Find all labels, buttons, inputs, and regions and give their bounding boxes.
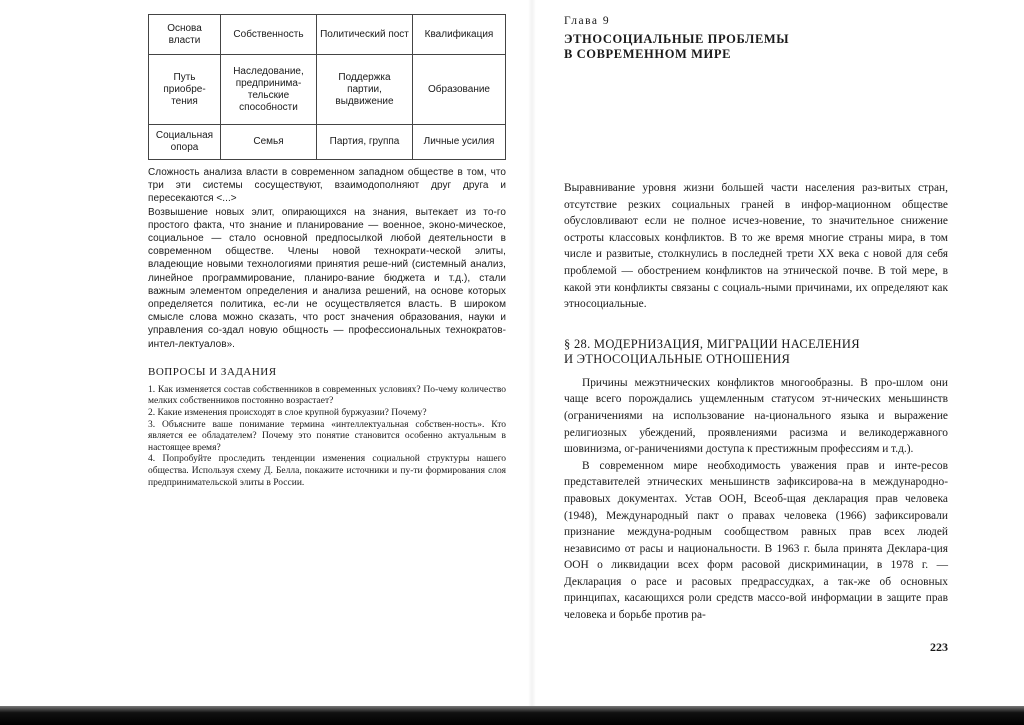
paragraph: Возвышение новых элит, опирающихся на знания, вытекает из то-го простого факта, что знание и планирование — военное, эконо-мическое, социальное — стало основной предпосылкой любой деятельности в современном обществе. Члены новой технократи-ческой элиты, владеющие новыми технологиями принятия реше-ний (системный анализ, линейное программирование, планиро-вание бюджета и т.д.), стали важным элементом определения и анализа решений, на основе которых определяется политика, ес-ли не осуществляется власть. В широком смысле слова можно сказать, что рост значения образования, науки и управления со-здал новую общность — профессиональных технократов-интел-лектуалов». <box>148 206 506 350</box>
scheme-cell: Партия, группа <box>316 124 412 160</box>
questions-heading: ВОПРОСЫ И ЗАДАНИЯ <box>148 365 277 378</box>
question-item: 3. Объясните ваше понимание термина «интеллектуальная собствен-ность». Кто является ее обладателем? Почему это понятие становится особенно актуальным в настоящее время? <box>148 419 506 453</box>
section-title-line: И ЭТНОСОЦИАЛЬНЫЕ ОТНОШЕНИЯ <box>564 351 791 366</box>
power-scheme-table <box>148 14 506 160</box>
chapter-label: Глава 9 <box>564 15 611 27</box>
page-number: 223 <box>930 640 948 654</box>
right-page <box>564 14 948 654</box>
scheme-cell: Путь приобре-тения <box>148 54 220 124</box>
chapter-title-line: ЭТНОСОЦИАЛЬНЫЕ ПРОБЛЕМЫ <box>564 32 790 46</box>
scheme-cell: Политический пост <box>316 14 412 54</box>
scheme-cell: Социальная опора <box>148 124 220 160</box>
scheme-cell: Образование <box>412 54 506 124</box>
scheme-cell: Поддержка партии, выдвижение <box>316 54 412 124</box>
scheme-cell: Квалификация <box>412 14 506 54</box>
scheme-cell: Личные усилия <box>412 124 506 160</box>
section-body <box>564 375 948 624</box>
scheme-cell: Основа власти <box>148 14 220 54</box>
paragraph: В современном мире необходимость уважения прав и инте-ресов представителей этнических меньшинств зафиксирова-на в международно-правовых документах. Устав ООН, Всеоб-щая декларация прав человека (1948), Международный пакт о правах человека (1966) зафиксировали признание междуна-родным сообществом равных прав всех людей независимо от расы и национальности. В 1963 г. была принята Деклара-ция ООН о ликвидации всех форм расовой дискриминации, в 1978 г. — Декларация о расе и расовых предрассудках, а так-же об основных принципах, касающихся роли средств массо-вой информации в защите прав человека и борьбе против ра- <box>564 459 948 622</box>
paragraph: Выравнивание уровня жизни большей части населения раз-витых стран, отсутствие резких социальных граней в инфор-мационном обществе обусловливают если не полное исчез-новение, то значительное снижение остроты классовых конфликтов. В то же время многие страны мира, в том числе и развитые, столкнулись в последней трети XX века с новой для себя проблемой — обострением конфликтов на этнической почве. В той мере, в какой эти конфликты связаны с социаль-ными причинами, их определяют как этносоциальные. <box>564 182 948 311</box>
paragraph: Сложность анализа власти в современном западном обществе в том, что три эти системы сосуществуют, взаимодополняют друг друга и пересекаются <...> <box>148 167 506 205</box>
question-item: 4. Попробуйте проследить тенденции изменения социальной структуры нашего общества. Используя схему Д. Белла, покажите источники и пу-ти формирования слоя предпринимательской элиты в России. <box>148 454 506 488</box>
section-title <box>564 337 948 367</box>
questions-section <box>148 365 506 489</box>
scan-bottom-edge <box>0 706 1024 725</box>
chapter-intro <box>564 180 948 313</box>
section-title-line: § 28. МОДЕРНИЗАЦИЯ, МИГРАЦИИ НАСЕЛЕНИЯ <box>564 336 860 351</box>
questions-list <box>148 385 506 489</box>
scheme-cell: Наследование, предпринима-тельские способности <box>220 54 316 124</box>
chapter-title-line: В СОВРЕМЕННОМ МИРЕ <box>564 47 732 61</box>
book-gutter <box>528 0 536 706</box>
paragraph: Причины межэтнических конфликтов многообразны. В про-шлом они чаще всего порождались ущемленным статусом эт-нических меньшинств (ограничениями на использование на-ционального языка и выражение религиозных убеждений, проявлениями расизма и великодержавного шовинизма, ог-раничениями доступа к престижным профессиям и т.д.). <box>564 376 948 456</box>
question-item: 1. Как изменяется состав собственников в современных условиях? По-чему количество мелких собственников постоянно возрастает? <box>148 384 506 407</box>
scheme-cell: Семья <box>220 124 316 160</box>
question-item: 2. Какие изменения происходят в слое крупной буржуазии? Почему? <box>148 408 427 419</box>
left-page-text <box>148 166 506 351</box>
left-page <box>148 14 506 489</box>
chapter-title <box>564 32 948 62</box>
scheme-cell: Собственность <box>220 14 316 54</box>
